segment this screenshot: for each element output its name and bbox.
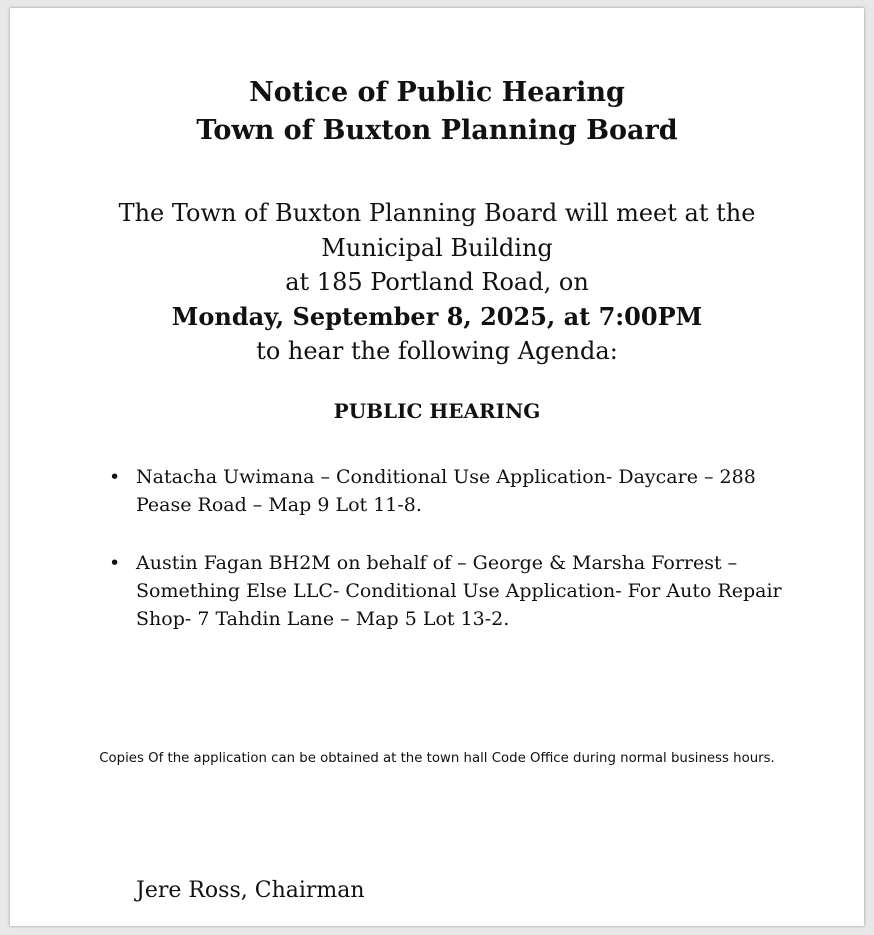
intro-line: Municipal Building: [321, 233, 553, 262]
board-title: Town of Buxton Planning Board: [196, 115, 678, 146]
agenda-item: [106, 549, 806, 633]
intro-line: to hear the following Agenda:: [256, 337, 618, 365]
intro-line: The Town of Buxton Planning Board will meet at the: [118, 199, 756, 227]
agenda-list: [106, 463, 806, 663]
section-heading: PUBLIC HEARING: [333, 399, 541, 423]
agenda-item-line: Something Else LLC- Conditional Use Application- For Auto Repair: [136, 580, 782, 602]
agenda-item-line: Pease Road – Map 9 Lot 11-8.: [136, 494, 422, 516]
agenda-item: [106, 463, 806, 519]
bullet-icon: •: [109, 466, 121, 488]
signature: Jere Ross, Chairman: [136, 878, 365, 903]
intro-line: at 185 Portland Road, on: [285, 268, 589, 296]
document-page: [10, 8, 864, 926]
meeting-announcement: [10, 196, 864, 369]
bullet-icon: •: [109, 552, 121, 574]
agenda-item-line: Natacha Uwimana – Conditional Use Application- Daycare – 288: [136, 466, 756, 488]
notice-title: Notice of Public Hearing: [249, 77, 625, 108]
copies-note: Copies Of the application can be obtained at the town hall Code Office during normal business hours.: [99, 751, 775, 766]
agenda-item-line: Austin Fagan BH2M on behalf of – George & Marsha Forrest –: [136, 552, 738, 574]
agenda-item-line: Shop- 7 Tahdin Lane – Map 5 Lot 13-2.: [136, 608, 510, 630]
meeting-date: Monday, September 8, 2025, at 7:00PM: [171, 301, 703, 331]
